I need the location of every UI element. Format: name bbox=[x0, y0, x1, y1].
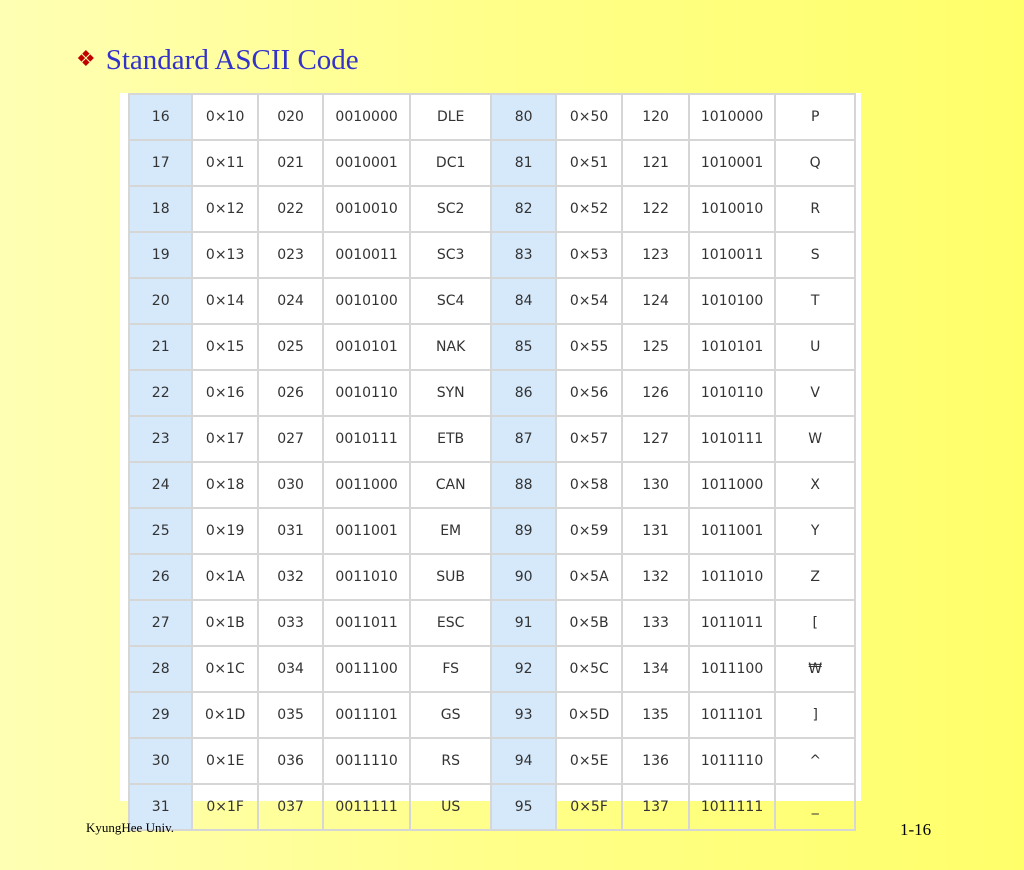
dec-cell: 81 bbox=[491, 140, 555, 186]
table-row bbox=[129, 462, 855, 508]
hex-cell: 0×15 bbox=[192, 324, 257, 370]
table-row bbox=[129, 554, 855, 600]
dec-cell: 87 bbox=[491, 416, 555, 462]
table-row bbox=[129, 278, 855, 324]
bin-cell: 0011001 bbox=[323, 508, 410, 554]
hex-cell: 0×5C bbox=[556, 646, 622, 692]
dec-cell: 27 bbox=[129, 600, 192, 646]
table-row bbox=[129, 692, 855, 738]
bin-cell: 0010000 bbox=[323, 94, 410, 140]
dec-cell: 80 bbox=[491, 94, 555, 140]
char-cell: SC2 bbox=[410, 186, 492, 232]
bin-cell: 1010101 bbox=[689, 324, 776, 370]
bin-cell: 1011011 bbox=[689, 600, 776, 646]
table-row bbox=[129, 646, 855, 692]
oct-cell: 135 bbox=[622, 692, 688, 738]
char-cell: _ bbox=[775, 784, 855, 830]
char-cell: US bbox=[410, 784, 492, 830]
oct-cell: 027 bbox=[258, 416, 323, 462]
oct-cell: 024 bbox=[258, 278, 323, 324]
hex-cell: 0×1A bbox=[192, 554, 257, 600]
oct-cell: 121 bbox=[622, 140, 688, 186]
oct-cell: 032 bbox=[258, 554, 323, 600]
dec-cell: 16 bbox=[129, 94, 192, 140]
ascii-table bbox=[128, 93, 856, 831]
hex-cell: 0×18 bbox=[192, 462, 257, 508]
oct-cell: 123 bbox=[622, 232, 688, 278]
hex-cell: 0×1F bbox=[192, 784, 257, 830]
hex-cell: 0×1E bbox=[192, 738, 257, 784]
oct-cell: 021 bbox=[258, 140, 323, 186]
char-cell: SC3 bbox=[410, 232, 492, 278]
hex-cell: 0×57 bbox=[556, 416, 622, 462]
oct-cell: 127 bbox=[622, 416, 688, 462]
char-cell: S bbox=[775, 232, 855, 278]
dec-cell: 28 bbox=[129, 646, 192, 692]
oct-cell: 025 bbox=[258, 324, 323, 370]
footer-page-number: 1-16 bbox=[900, 820, 932, 839]
bin-cell: 0010011 bbox=[323, 232, 410, 278]
hex-cell: 0×17 bbox=[192, 416, 257, 462]
dec-cell: 88 bbox=[491, 462, 555, 508]
hex-cell: 0×16 bbox=[192, 370, 257, 416]
hex-cell: 0×5F bbox=[556, 784, 622, 830]
char-cell: ETB bbox=[410, 416, 492, 462]
bin-cell: 0011000 bbox=[323, 462, 410, 508]
dec-cell: 29 bbox=[129, 692, 192, 738]
dec-cell: 86 bbox=[491, 370, 555, 416]
oct-cell: 120 bbox=[622, 94, 688, 140]
hex-cell: 0×19 bbox=[192, 508, 257, 554]
footer-institution: KyungHee Univ. bbox=[86, 820, 174, 835]
dec-cell: 90 bbox=[491, 554, 555, 600]
bin-cell: 1011100 bbox=[689, 646, 776, 692]
bin-cell: 0011010 bbox=[323, 554, 410, 600]
hex-cell: 0×53 bbox=[556, 232, 622, 278]
dec-cell: 25 bbox=[129, 508, 192, 554]
char-cell: ] bbox=[775, 692, 855, 738]
table-row bbox=[129, 140, 855, 186]
char-cell: CAN bbox=[410, 462, 492, 508]
dec-cell: 20 bbox=[129, 278, 192, 324]
oct-cell: 132 bbox=[622, 554, 688, 600]
hex-cell: 0×58 bbox=[556, 462, 622, 508]
dec-cell: 22 bbox=[129, 370, 192, 416]
bin-cell: 0010110 bbox=[323, 370, 410, 416]
dec-cell: 31 bbox=[129, 784, 192, 830]
diamond-bullet-icon: ❖ bbox=[76, 47, 96, 72]
bin-cell: 0011100 bbox=[323, 646, 410, 692]
hex-cell: 0×55 bbox=[556, 324, 622, 370]
dec-cell: 89 bbox=[491, 508, 555, 554]
bin-cell: 0011110 bbox=[323, 738, 410, 784]
bin-cell: 1011110 bbox=[689, 738, 776, 784]
bin-cell: 1011111 bbox=[689, 784, 776, 830]
oct-cell: 035 bbox=[258, 692, 323, 738]
char-cell: P bbox=[775, 94, 855, 140]
oct-cell: 134 bbox=[622, 646, 688, 692]
table-row bbox=[129, 94, 855, 140]
dec-cell: 24 bbox=[129, 462, 192, 508]
bin-cell: 0011011 bbox=[323, 600, 410, 646]
dec-cell: 92 bbox=[491, 646, 555, 692]
bin-cell: 1011010 bbox=[689, 554, 776, 600]
hex-cell: 0×5A bbox=[556, 554, 622, 600]
bin-cell: 1010000 bbox=[689, 94, 776, 140]
char-cell: ₩ bbox=[775, 646, 855, 692]
bin-cell: 1010110 bbox=[689, 370, 776, 416]
dec-cell: 95 bbox=[491, 784, 555, 830]
table-row bbox=[129, 508, 855, 554]
char-cell: V bbox=[775, 370, 855, 416]
oct-cell: 126 bbox=[622, 370, 688, 416]
bin-cell: 1010100 bbox=[689, 278, 776, 324]
oct-cell: 033 bbox=[258, 600, 323, 646]
hex-cell: 0×13 bbox=[192, 232, 257, 278]
oct-cell: 124 bbox=[622, 278, 688, 324]
char-cell: W bbox=[775, 416, 855, 462]
hex-cell: 0×5E bbox=[556, 738, 622, 784]
hex-cell: 0×52 bbox=[556, 186, 622, 232]
table-row bbox=[129, 784, 855, 830]
char-cell: FS bbox=[410, 646, 492, 692]
char-cell: SUB bbox=[410, 554, 492, 600]
dec-cell: 82 bbox=[491, 186, 555, 232]
title-text: Standard ASCII Code bbox=[105, 43, 359, 76]
oct-cell: 130 bbox=[622, 462, 688, 508]
hex-cell: 0×51 bbox=[556, 140, 622, 186]
hex-cell: 0×54 bbox=[556, 278, 622, 324]
dec-cell: 85 bbox=[491, 324, 555, 370]
hex-cell: 0×14 bbox=[192, 278, 257, 324]
table-row bbox=[129, 738, 855, 784]
dec-cell: 84 bbox=[491, 278, 555, 324]
char-cell: U bbox=[775, 324, 855, 370]
oct-cell: 034 bbox=[258, 646, 323, 692]
bin-cell: 0010101 bbox=[323, 324, 410, 370]
bin-cell: 1011000 bbox=[689, 462, 776, 508]
char-cell: ESC bbox=[410, 600, 492, 646]
char-cell: [ bbox=[775, 600, 855, 646]
oct-cell: 037 bbox=[258, 784, 323, 830]
table-row bbox=[129, 324, 855, 370]
char-cell: DLE bbox=[410, 94, 492, 140]
bin-cell: 1010010 bbox=[689, 186, 776, 232]
slide-title bbox=[76, 40, 359, 80]
oct-cell: 022 bbox=[258, 186, 323, 232]
dec-cell: 93 bbox=[491, 692, 555, 738]
dec-cell: 91 bbox=[491, 600, 555, 646]
dec-cell: 19 bbox=[129, 232, 192, 278]
oct-cell: 030 bbox=[258, 462, 323, 508]
char-cell: T bbox=[775, 278, 855, 324]
oct-cell: 133 bbox=[622, 600, 688, 646]
oct-cell: 137 bbox=[622, 784, 688, 830]
oct-cell: 023 bbox=[258, 232, 323, 278]
bin-cell: 1010001 bbox=[689, 140, 776, 186]
oct-cell: 136 bbox=[622, 738, 688, 784]
bin-cell: 0010111 bbox=[323, 416, 410, 462]
bin-cell: 0010001 bbox=[323, 140, 410, 186]
char-cell: ^ bbox=[775, 738, 855, 784]
hex-cell: 0×1C bbox=[192, 646, 257, 692]
oct-cell: 036 bbox=[258, 738, 323, 784]
oct-cell: 026 bbox=[258, 370, 323, 416]
char-cell: EM bbox=[410, 508, 492, 554]
dec-cell: 30 bbox=[129, 738, 192, 784]
char-cell: SYN bbox=[410, 370, 492, 416]
char-cell: GS bbox=[410, 692, 492, 738]
hex-cell: 0×59 bbox=[556, 508, 622, 554]
bin-cell: 1010111 bbox=[689, 416, 776, 462]
char-cell: X bbox=[775, 462, 855, 508]
dec-cell: 18 bbox=[129, 186, 192, 232]
oct-cell: 131 bbox=[622, 508, 688, 554]
bin-cell: 0011101 bbox=[323, 692, 410, 738]
char-cell: Z bbox=[775, 554, 855, 600]
table-row bbox=[129, 600, 855, 646]
table-row bbox=[129, 232, 855, 278]
char-cell: Y bbox=[775, 508, 855, 554]
hex-cell: 0×5D bbox=[556, 692, 622, 738]
char-cell: R bbox=[775, 186, 855, 232]
dec-cell: 94 bbox=[491, 738, 555, 784]
dec-cell: 21 bbox=[129, 324, 192, 370]
hex-cell: 0×10 bbox=[192, 94, 257, 140]
bin-cell: 0010100 bbox=[323, 278, 410, 324]
table-row bbox=[129, 370, 855, 416]
oct-cell: 020 bbox=[258, 94, 323, 140]
dec-cell: 26 bbox=[129, 554, 192, 600]
oct-cell: 125 bbox=[622, 324, 688, 370]
hex-cell: 0×12 bbox=[192, 186, 257, 232]
oct-cell: 031 bbox=[258, 508, 323, 554]
char-cell: SC4 bbox=[410, 278, 492, 324]
hex-cell: 0×1B bbox=[192, 600, 257, 646]
ascii-table-container bbox=[120, 93, 861, 815]
bin-cell: 0010010 bbox=[323, 186, 410, 232]
char-cell: RS bbox=[410, 738, 492, 784]
hex-cell: 0×5B bbox=[556, 600, 622, 646]
char-cell: DC1 bbox=[410, 140, 492, 186]
hex-cell: 0×50 bbox=[556, 94, 622, 140]
bin-cell: 1010011 bbox=[689, 232, 776, 278]
char-cell: NAK bbox=[410, 324, 492, 370]
dec-cell: 83 bbox=[491, 232, 555, 278]
bin-cell: 0011111 bbox=[323, 784, 410, 830]
dec-cell: 23 bbox=[129, 416, 192, 462]
bin-cell: 1011101 bbox=[689, 692, 776, 738]
dec-cell: 17 bbox=[129, 140, 192, 186]
hex-cell: 0×1D bbox=[192, 692, 257, 738]
hex-cell: 0×11 bbox=[192, 140, 257, 186]
table-row bbox=[129, 416, 855, 462]
bin-cell: 1011001 bbox=[689, 508, 776, 554]
hex-cell: 0×56 bbox=[556, 370, 622, 416]
table-row bbox=[129, 186, 855, 232]
oct-cell: 122 bbox=[622, 186, 688, 232]
char-cell: Q bbox=[775, 140, 855, 186]
